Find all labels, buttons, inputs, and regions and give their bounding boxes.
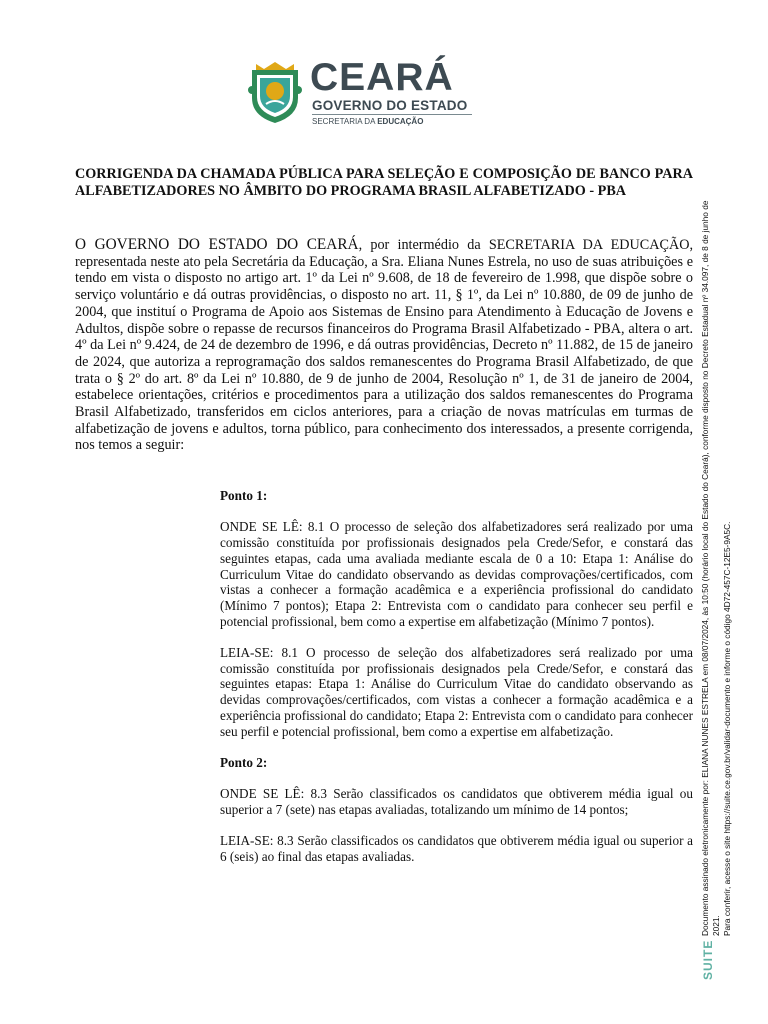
intro-lead: O GOVERNO DO ESTADO DO CEARÁ: [75, 236, 359, 253]
point-onde-se-le: ONDE SE LÊ: 8.1 O processo de seleção dos alfabetizadores será realizado por uma comissão constituída por profissionais designados pela Crede/Sefor, e constará das seguintes etapas, cada uma avaliada mediante escala de 0 a 10: Etapa 1: Análise do Curriculum Vitae do candidato observando as devidas comprovações/certificados, com vistas a conhecer a formação acadêmica e a experiência profissional do candidato (Mínimo 7 pontos); Etapa 2: Entrevista com o candidato para conhecer seu perfil e potencial profissional, bem como a expertise em alfabetização (Mínimo 7 pontos).: [220, 519, 693, 629]
brand-department: [312, 116, 423, 127]
intro-paragraph: [75, 237, 693, 454]
intro-body: , por intermédio da SECRETARIA DA EDUCAÇÃO, representada neste ato pela Secretária da Educação, a Sra. Eliana Nunes Estrela, no uso de suas atribuições e tendo em vista o disposto no artigo art. 1º da Lei nº 9.608, de 18 de fevereiro de 1.998, que dispõe sobre o serviço voluntário e dá outras providências, o disposto no art. 11, § 1º, da Lei nº 10.880, de 09 de junho de 2004, que instituí o Programa de Apoio aos Sistemas de Ensino para Atendimento à Educação de Jovens e Adultos, dispõe sobre o repasse de recursos financeiros do Programa Brasil Alfabetizado - PBA, altera o art. 4º da Lei nº 9.424, de 24 de dezembro de 1996, e dá outras providências, Decreto nº 11.882, de 15 de janeiro de 2024, que autoriza a reprogramação dos saldos remanescentes do Programa Brasil Alfabetizado, de que trata o § 2º do art. 8º da Lei nº 10.880, de 9 de junho de 2004, Resolução nº 1, de 31 de janeiro de 2004, estabelece orientações, critérios e procedimentos para a utilização dos saldos remanescentes do Programa Brasil Alfabetizado, transferidos em ciclos anteriores, para a criação de novas matrículas em turmas de alfabetização de jovens e adultos, torna público, para conhecimento dos interessados, a presente corrigenda, nos temos a seguir:: [75, 237, 693, 454]
signature-strip: [700, 0, 760, 980]
brand-name: CEARÁ: [310, 56, 454, 99]
ceara-crest-icon: [246, 60, 304, 124]
verification-line: Para conferir, acesse o site https://suite.ce.gov.br/validar-documento e informe o código 4D72-457C-12E5-9A5C.: [722, 521, 732, 936]
header-logo: [246, 58, 476, 128]
document-title: CORRIGENDA DA CHAMADA PÚBLICA PARA SELEÇÃO E COMPOSIÇÃO DE BANCO PARA ALFABETIZADORES NO ÂMBITO DO PROGRAMA BRASIL ALFABETIZADO - PBA: [75, 166, 693, 199]
point-onde-se-le: ONDE SE LÊ: 8.3 Serão classificados os candidatos que obtiverem média igual ou superior a 7 (sete) nas etapas avaliadas, totalizando um mínimo de 14 pontos;: [220, 786, 693, 817]
point-leia-se: LEIA-SE: 8.3 Serão classificados os candidatos que obtiverem média igual ou superior a 6 (seis) ao final das etapas avaliadas.: [220, 833, 693, 865]
point-heading: Ponto 2:: [220, 754, 268, 770]
brand-divider: [312, 114, 472, 115]
suite-logo: SUITE: [701, 939, 715, 980]
department-prefix: SECRETARIA DA: [312, 117, 378, 126]
signature-line: 2021.: [711, 915, 721, 936]
brand-subtitle: GOVERNO DO ESTADO: [312, 98, 468, 113]
point-heading: Ponto 1:: [220, 488, 268, 503]
department-bold: EDUCAÇÃO: [377, 117, 424, 126]
corrections-list: [220, 488, 693, 865]
point-leia-se: LEIA-SE: 8.1 O processo de seleção dos alfabetizadores será realizado por uma comissão constituída por profissionais designados pela Crede/Sefor, e constará das seguintes etapas: Etapa 1: Análise do Curriculum Vitae do candidato observando as devidas comprovações/certificados, com vistas a conhecer a formação acadêmica e a experiência profissional do candidato; Etapa 2: Entrevista com o candidato para conhecer seu perfil e potencial profissional, bem como a expertise em alfabetização.: [220, 645, 693, 739]
signature-line: Documento assinado eletronicamente por: ELIANA NUNES ESTRELA em 08/07/2024, às 10:50 (horário local do Estado do Ceará), conforme disposto no Decreto Estadual nº 34.097, de 8 de junho de: [700, 200, 710, 936]
